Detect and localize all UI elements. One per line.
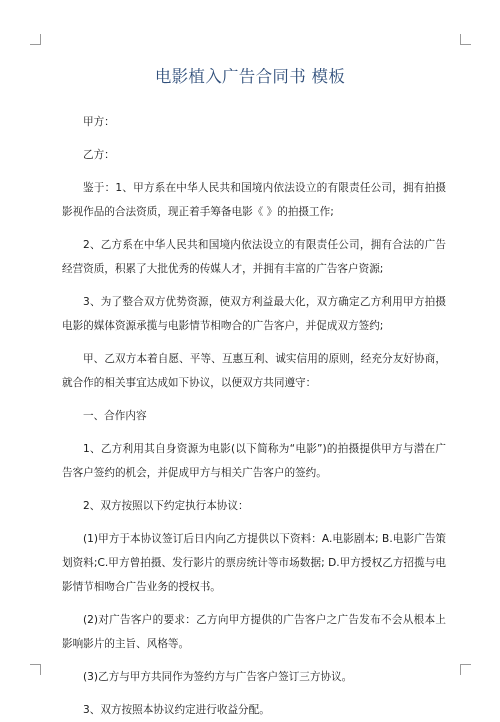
clause-2: 2、双方按照以下约定执行本协议： — [83, 500, 249, 512]
page-corner-mark-top-right — [460, 34, 471, 45]
recital-paragraph-2: 2、乙方系在中华人民共和国境内依法设立的有限责任公司，拥有合法的广告经营资质，积累了大批优秀的传媒人才，并拥有丰富的广告客户资源; — [62, 239, 446, 275]
section-heading-cooperation: 一、合作内容 — [83, 410, 147, 422]
recital-paragraph-1: 鉴于：1、甲方系在中华人民共和国境内依法设立的有限责任公司，拥有拍摄影视作品的合法资质，现正着手筹备电影《 》的拍摄工作; — [62, 182, 446, 218]
document-body — [62, 110, 446, 722]
recital-paragraph-3: 3、为了整合双方优势资源，使双方利益最大化，双方确定乙方利用甲方拍摄电影的媒体资源承揽与电影情节相吻合的广告客户，并促成双方签约; — [62, 296, 446, 332]
party-a-line: 甲方： — [83, 116, 115, 128]
page-corner-mark-bottom-right — [460, 664, 471, 675]
clause-2-item-2: (2)对广告客户的要求：乙方向甲方提供的广告客户之广告发布不会从根本上影响影片的主旨、风格等。 — [62, 614, 446, 650]
clause-3: 3、双方按照本协议约定进行收益分配。 — [83, 704, 270, 716]
party-b-line: 乙方： — [83, 149, 115, 161]
page-corner-mark-bottom-left — [30, 664, 41, 675]
page-corner-mark-top-left — [30, 34, 41, 45]
clause-1: 1、乙方利用其自身资源为电影(以下简称为“电影”)的拍摄提供甲方与潜在广告客户签约的机会，并促成甲方与相关广告客户的签约。 — [62, 443, 446, 479]
document-title: 电影植入广告合同书 模板 — [154, 67, 346, 86]
clause-2-item-3: (3)乙方与甲方共同作为签约方与广告客户签订三方协议。 — [83, 671, 353, 683]
clause-2-item-1: (1)甲方于本协议签订后日内向乙方提供以下资料：A.电影剧本; B.电影广告策划资料;C.甲方曾拍摄、发行影片的票房统计等市场数据; D.甲方授权乙方招揽与电影情节相吻合广告业务的授权书。 — [62, 533, 446, 593]
agreement-preamble: 甲、乙双方本着自愿、平等、互惠互利、诚实信用的原则，经充分友好协商，就合作的相关事宜达成如下协议，以便双方共同遵守： — [62, 353, 446, 389]
